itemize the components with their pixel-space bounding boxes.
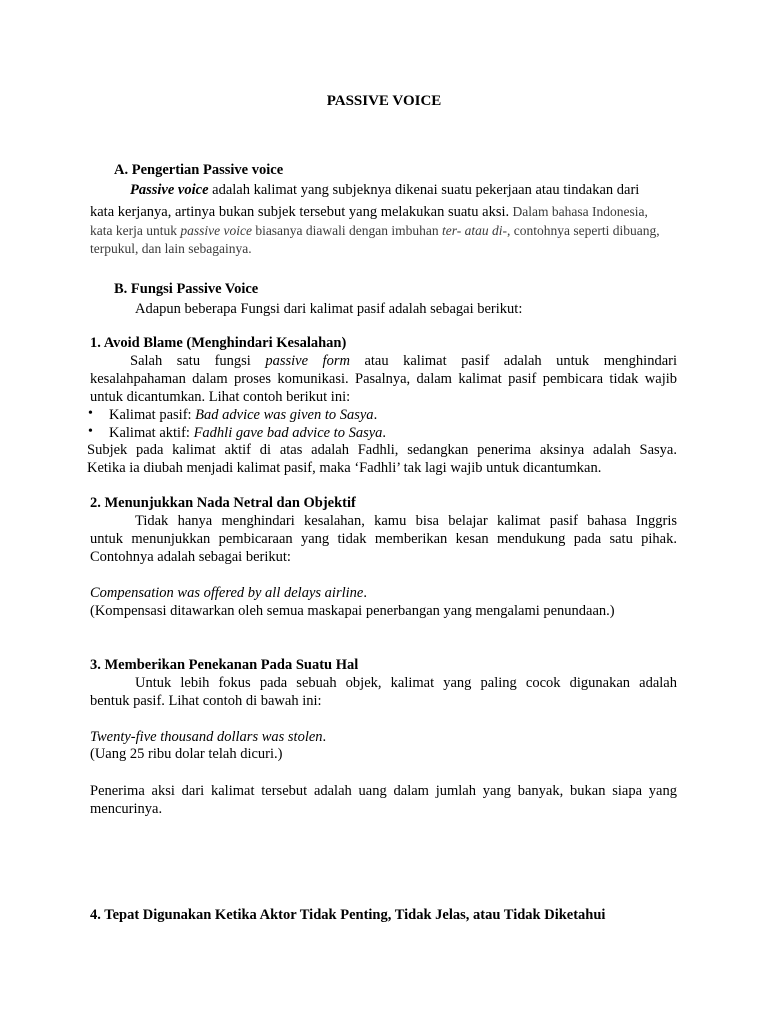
section-b-heading: B. Fungsi Passive Voice (114, 281, 259, 297)
text-span: adalah kalimat yang subjeknya dikenai suatu pekerjaan atau tindakan dari (208, 182, 640, 198)
text-span: Kalimat aktif: (109, 425, 194, 441)
text-span: biasanya diawali dengan imbuhan (251, 223, 443, 238)
text-span: . (373, 407, 378, 423)
section-a-paragraph-line-1 (130, 181, 639, 199)
bullet-passive-example (109, 406, 377, 424)
subsection-1-line-1 (130, 352, 677, 370)
subsection-2-line-1: Tidak hanya menghindari kesalahan, kamu bisa belajar kalimat pasif bahasa Inggris (135, 513, 677, 529)
text-span: kata kerja untuk (90, 223, 181, 238)
subsection-3-heading: 3. Memberikan Penekanan Pada Suatu Hal (90, 657, 359, 673)
text-span: passive form (265, 353, 350, 369)
text-span: ter- atau di- (442, 223, 507, 238)
subsection-2-translation: (Kompensasi ditawarkan oleh semua maskapai penerbangan yang mengalami penundaan.) (90, 603, 615, 619)
text-span: . (382, 425, 387, 441)
subsection-1-line-3: untuk dicantumkan. Lihat contoh berikut ini: (90, 389, 351, 405)
subsection-1-line-2: kesalahpahaman dalam proses komunikasi. Pasalnya, dalam kalimat pasif pembicara tidak wajib (90, 371, 677, 387)
text-span: . (322, 729, 327, 745)
text-span: Twenty-five thousand dollars was stolen (90, 729, 323, 745)
term-passive-voice: Passive voice (130, 182, 209, 198)
bullet-dot: • (88, 406, 93, 421)
subsection-4-heading: 4. Tepat Digunakan Ketika Aktor Tidak Penting, Tidak Jelas, atau Tidak Diketahui (90, 907, 606, 923)
subsection-1-paragraph-2-line-2: Ketika ia diubah menjadi kalimat pasif, maka ‘Fadhli’ tak lagi wajib untuk dicantumkan. (87, 460, 602, 476)
section-a-heading: A. Pengertian Passive voice (114, 162, 284, 178)
text-span: Fadhli gave bad advice to Sasya (193, 425, 383, 441)
subsection-3-paragraph-line-1: Penerima aksi dari kalimat tersebut adalah uang dalam jumlah yang banyak, bukan siapa yang (90, 783, 677, 799)
subsection-1-heading: 1. Avoid Blame (Menghindari Kesalahan) (90, 335, 347, 351)
subsection-2-line-3: Contohnya adalah sebagai berikut: (90, 549, 291, 565)
text-span: Kalimat pasif: (109, 407, 196, 423)
text-span: atau kalimat pasif adalah untuk menghindari (349, 353, 677, 369)
text-span: Dalam bahasa Indonesia, (509, 204, 648, 219)
section-a-paragraph-line-3 (90, 222, 660, 240)
text-span: Salah satu fungsi (130, 353, 266, 369)
section-b-intro: Adapun beberapa Fungsi dari kalimat pasif adalah sebagai berikut: (135, 301, 523, 317)
text-span: Compensation was offered by all delays airline (90, 585, 364, 601)
subsection-3-paragraph-line-2: mencurinya. (90, 801, 163, 817)
text-span: . (363, 585, 367, 601)
bullet-dot: • (88, 424, 93, 439)
subsection-1-paragraph-2-line-1: Subjek pada kalimat aktif di atas adalah Fadhli, sedangkan penerima aksinya adalah Sasya. (87, 442, 677, 458)
subsection-3-line-1: Untuk lebih fokus pada sebuah objek, kalimat yang paling cocok digunakan adalah (135, 675, 677, 691)
text-span: Bad advice was given to Sasya (195, 407, 374, 423)
text-span: kata kerjanya, artinya bukan subjek tersebut yang melakukan suatu aksi. (90, 204, 510, 220)
subsection-2-example (90, 584, 367, 602)
text-span: passive voice (180, 223, 252, 238)
section-a-paragraph-line-4: terpukul, dan lain sebagainya. (90, 241, 252, 256)
text-span: , contohnya seperti dibuang, (506, 223, 660, 238)
subsection-3-line-2: bentuk pasif. Lihat contoh di bawah ini: (90, 693, 322, 709)
section-a-paragraph-line-2 (90, 203, 648, 221)
subsection-3-example (90, 728, 326, 746)
bullet-active-example (109, 424, 386, 442)
document-title: PASSIVE VOICE (326, 93, 442, 109)
subsection-2-heading: 2. Menunjukkan Nada Netral dan Objektif (90, 495, 356, 511)
subsection-3-translation: (Uang 25 ribu dolar telah dicuri.) (90, 746, 283, 762)
subsection-2-line-2: untuk menunjukkan pembicaraan yang tidak memberikan kesan mendukung pada satu pihak. (90, 531, 677, 547)
